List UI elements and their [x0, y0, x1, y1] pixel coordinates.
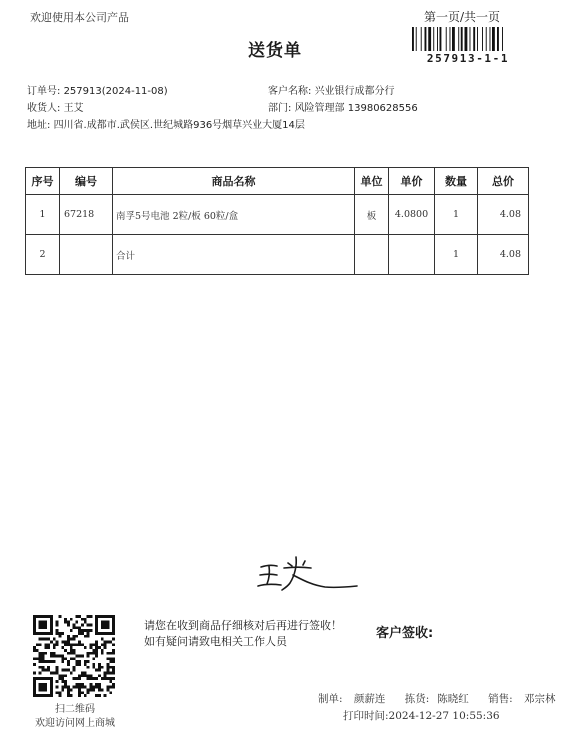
- sales-name: 邓宗林: [524, 693, 556, 705]
- address-label: 地址:: [27, 120, 51, 131]
- cell-quantity: 1: [435, 235, 478, 275]
- table-row: [26, 235, 529, 275]
- page-title: 送货单: [248, 41, 302, 61]
- print-time-row: [343, 708, 500, 723]
- barcode-icon: [412, 27, 524, 51]
- sales-field: [488, 693, 563, 705]
- picker-label: 拣货:: [404, 693, 430, 705]
- cell-unit: [355, 235, 389, 275]
- cell-product-name: 南孚5号电池 2粒/板 60粒/盒: [113, 195, 355, 235]
- cell-price: [389, 235, 435, 275]
- qr-subcaption: 欢迎访问网上商城: [35, 718, 115, 729]
- department-value: 风险管理部 13980628556: [294, 103, 418, 114]
- qr-caption: 扫二维码: [55, 704, 95, 715]
- cell-code: 67218: [60, 195, 113, 235]
- picker-name: 陈晓红: [437, 693, 469, 705]
- header-seq: 序号: [26, 168, 60, 195]
- order-number-row: [27, 82, 168, 97]
- customer-row: [268, 82, 395, 97]
- header-product-name: 商品名称: [113, 168, 355, 195]
- handwritten-signature: [255, 553, 365, 593]
- cell-price: 4.0800: [389, 195, 435, 235]
- receiver-name: 王艾: [63, 103, 84, 114]
- items-table: [25, 167, 529, 275]
- header-total: 总价: [478, 168, 529, 195]
- cell-unit: 板: [355, 195, 389, 235]
- maker-field: [318, 693, 393, 705]
- cell-total: 4.08: [478, 195, 529, 235]
- picker-field: [405, 693, 477, 705]
- maker-name: 颜薪连: [353, 693, 386, 705]
- table-header-row: [26, 168, 529, 195]
- cell-code: [60, 235, 113, 275]
- receiver-row: [27, 99, 84, 114]
- sales-label: 销售:: [488, 693, 513, 705]
- table-row: [26, 195, 529, 235]
- page-info: 第一页/共一页: [424, 10, 501, 24]
- department-label: 部门:: [268, 103, 292, 114]
- welcome-text: 欢迎使用本公司产品: [30, 11, 129, 24]
- cell-seq: 2: [26, 235, 60, 275]
- cell-summary-label: 合计: [113, 235, 355, 275]
- barcode-number: 257913-1-1: [426, 52, 510, 65]
- customer-label: 客户名称:: [268, 86, 312, 97]
- order-number-label: 订单号:: [27, 86, 61, 97]
- receiver-label: 收货人:: [27, 103, 61, 114]
- cell-total: 4.08: [478, 235, 529, 275]
- staff-row: [318, 691, 572, 706]
- header-quantity: 数量: [435, 168, 478, 195]
- cell-quantity: 1: [435, 195, 478, 235]
- qr-code-icon: [33, 615, 115, 697]
- address-value: 四川省.成都市.武侯区.世纪城路936号烟草兴业大厦14层: [53, 120, 305, 131]
- cell-seq: 1: [26, 195, 60, 235]
- department-row: [268, 99, 418, 114]
- order-number: 257913(2024-11-08): [63, 86, 168, 97]
- receipt-notice: 请您在收到商品仔细核对后再进行签收！如有疑问请致电相关工作人员: [144, 619, 342, 648]
- customer-name: 兴业银行成都分行: [314, 86, 395, 97]
- header-unit: 单位: [355, 168, 389, 195]
- customer-signature-label: 客户签收:: [376, 626, 434, 641]
- print-time: 2024-12-27 10:55:36: [388, 710, 500, 722]
- header-code: 编号: [60, 168, 113, 195]
- maker-label: 制单:: [318, 693, 343, 705]
- address-row: [27, 116, 305, 131]
- header-price: 单价: [389, 168, 435, 195]
- print-time-label: 打印时间:: [343, 710, 389, 722]
